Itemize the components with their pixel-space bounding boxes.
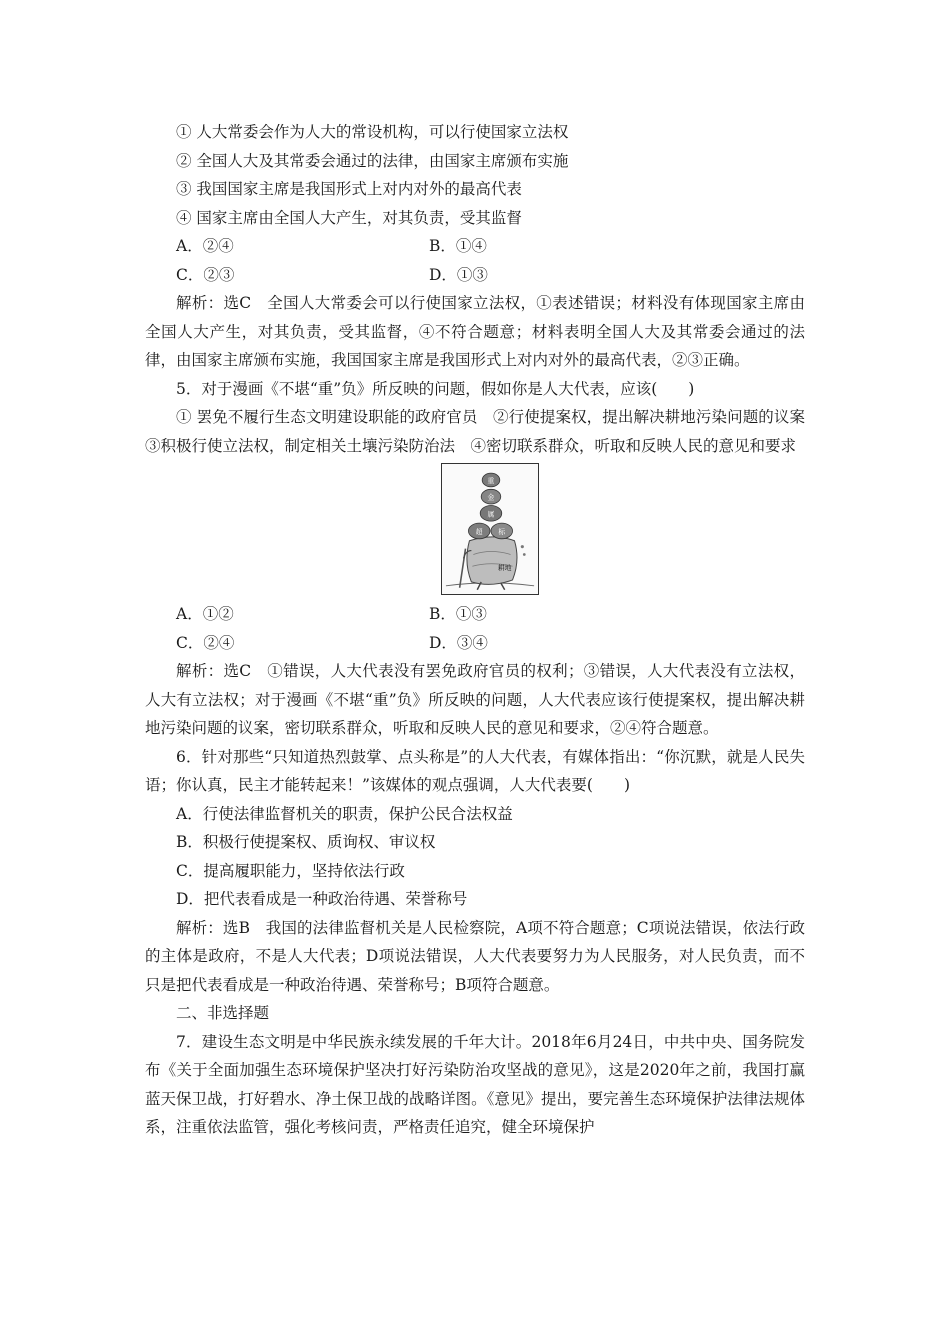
q4-options-row-1 [145, 232, 805, 261]
cartoon-stone-label-5: 标 [498, 527, 506, 536]
q5-option-b: B．①③ [429, 605, 487, 623]
q5-option-d: D．③④ [429, 633, 488, 652]
q5-options-row-1 [145, 600, 805, 629]
q6-option-b: B．积极行使提案权、质询权、审议权 [176, 833, 436, 851]
q6-stem: 6．针对那些“只知道热烈鼓掌、点头称是”的人大代表，有媒体指出：“你沉默，就是人民失语；你认真，民主才能转起来！”该媒体的观点强调，人大代表要( ) [145, 747, 805, 794]
q4-item-2: ② 全国人大及其常委会通过的法律，由国家主席颁布实施 [176, 151, 569, 170]
cartoon-stone-label-2: 金 [487, 493, 495, 502]
cartoon-stone-label-4: 超 [475, 527, 483, 536]
cartoon-sack-label: 耕地 [497, 564, 512, 573]
q5-stem: 5．对于漫画《不堪“重”负》所反映的问题，假如你是人大代表，应该( ) [176, 379, 695, 398]
q5-option-a: A．①② [176, 605, 234, 623]
q6-option-d: D．把代表看成是一种政治待遇、荣誉称号 [176, 890, 468, 908]
q4-analysis: 解析：选C 全国人大常委会可以行使国家立法权，①表述错误；材料没有体现国家主席由全国人大产生，对其负责，受其监督，④不符合题意；材料表明全国人大及其常委会通过的法律，由国家主席颁布实施，我国国家主席是我国形式上对内对外的最高代表，②③正确。 [145, 294, 805, 369]
q6-option-a: A．行使法律监督机关的职责，保护公民合法权益 [176, 804, 513, 823]
q4-item-4: ④ 国家主席由全国人大产生，对其负责，受其监督 [176, 208, 522, 227]
section-heading: 二、非选择题 [176, 1004, 270, 1022]
q4-options-row-2 [145, 261, 805, 290]
q4-item-3: ③ 我国国家主席是我国形式上对内对外的最高代表 [176, 180, 522, 198]
q6-option-c: C．提高履职能力，坚持依法行政 [176, 861, 405, 880]
q4-option-b: B．①④ [429, 237, 487, 255]
q7-stem: 7．建设生态文明是中华民族永续发展的千年大计。2018年6月24日，中共中央、国务院发布《关于全面加强生态环境保护坚决打好污染防治攻坚战的意见》，这是2020年之前，我国打赢蓝天保卫战，打好碧水、净土保卫战的战略详图。《意见》提出，要完善生态环境保护法律法规体系，注重依法监管，强化考核问责，严格责任追究，健全环境保护 [145, 1032, 805, 1136]
q5-analysis: 解析：选C ①错误，人大代表没有罢免政府官员的权利；③错误，人大代表没有立法权，人大有立法权；对于漫画《不堪“重”负》所反映的问题，人大代表应该行使提案权，提出解决耕地污染问题的议案，密切联系群众，听取和反映人民的意见和要求，②④符合题意。 [145, 662, 805, 737]
cartoon-stone-label-1: 重 [487, 476, 495, 485]
cartoon-image [441, 463, 539, 595]
cartoon-figure-wrap [145, 460, 805, 600]
document-body [145, 118, 821, 1142]
q5-items: ① 罢免不履行生态文明建设职能的政府官员 ②行使提案权，提出解决耕地污染问题的议案 ③积极行使立法权，制定相关土壤污染防治法 ④密切联系群众，听取和反映人民的意见和要求 [145, 408, 821, 455]
q6-analysis: 解析：选B 我国的法律监督机关是人民检察院，A项不符合题意；C项说法错误，依法行政的主体是政府，不是人大代表；D项说法错误，人大代表要努力为人民服务，对人民负责，而不只是把代表看成是一种政治待遇、荣誉称号；B项符合题意。 [145, 918, 805, 994]
q5-option-c: C．②④ [176, 633, 235, 652]
cartoon-stone-label-3: 属 [487, 510, 495, 519]
q4-option-a: A．②④ [176, 237, 234, 255]
q4-item-1: ① 人大常委会作为人大的常设机构，可以行使国家立法权 [176, 123, 569, 141]
q4-option-d: D．①③ [429, 265, 488, 284]
q4-option-c: C．②③ [176, 265, 235, 284]
q5-options-row-2 [145, 629, 805, 658]
cartoon-drawing [442, 464, 538, 594]
